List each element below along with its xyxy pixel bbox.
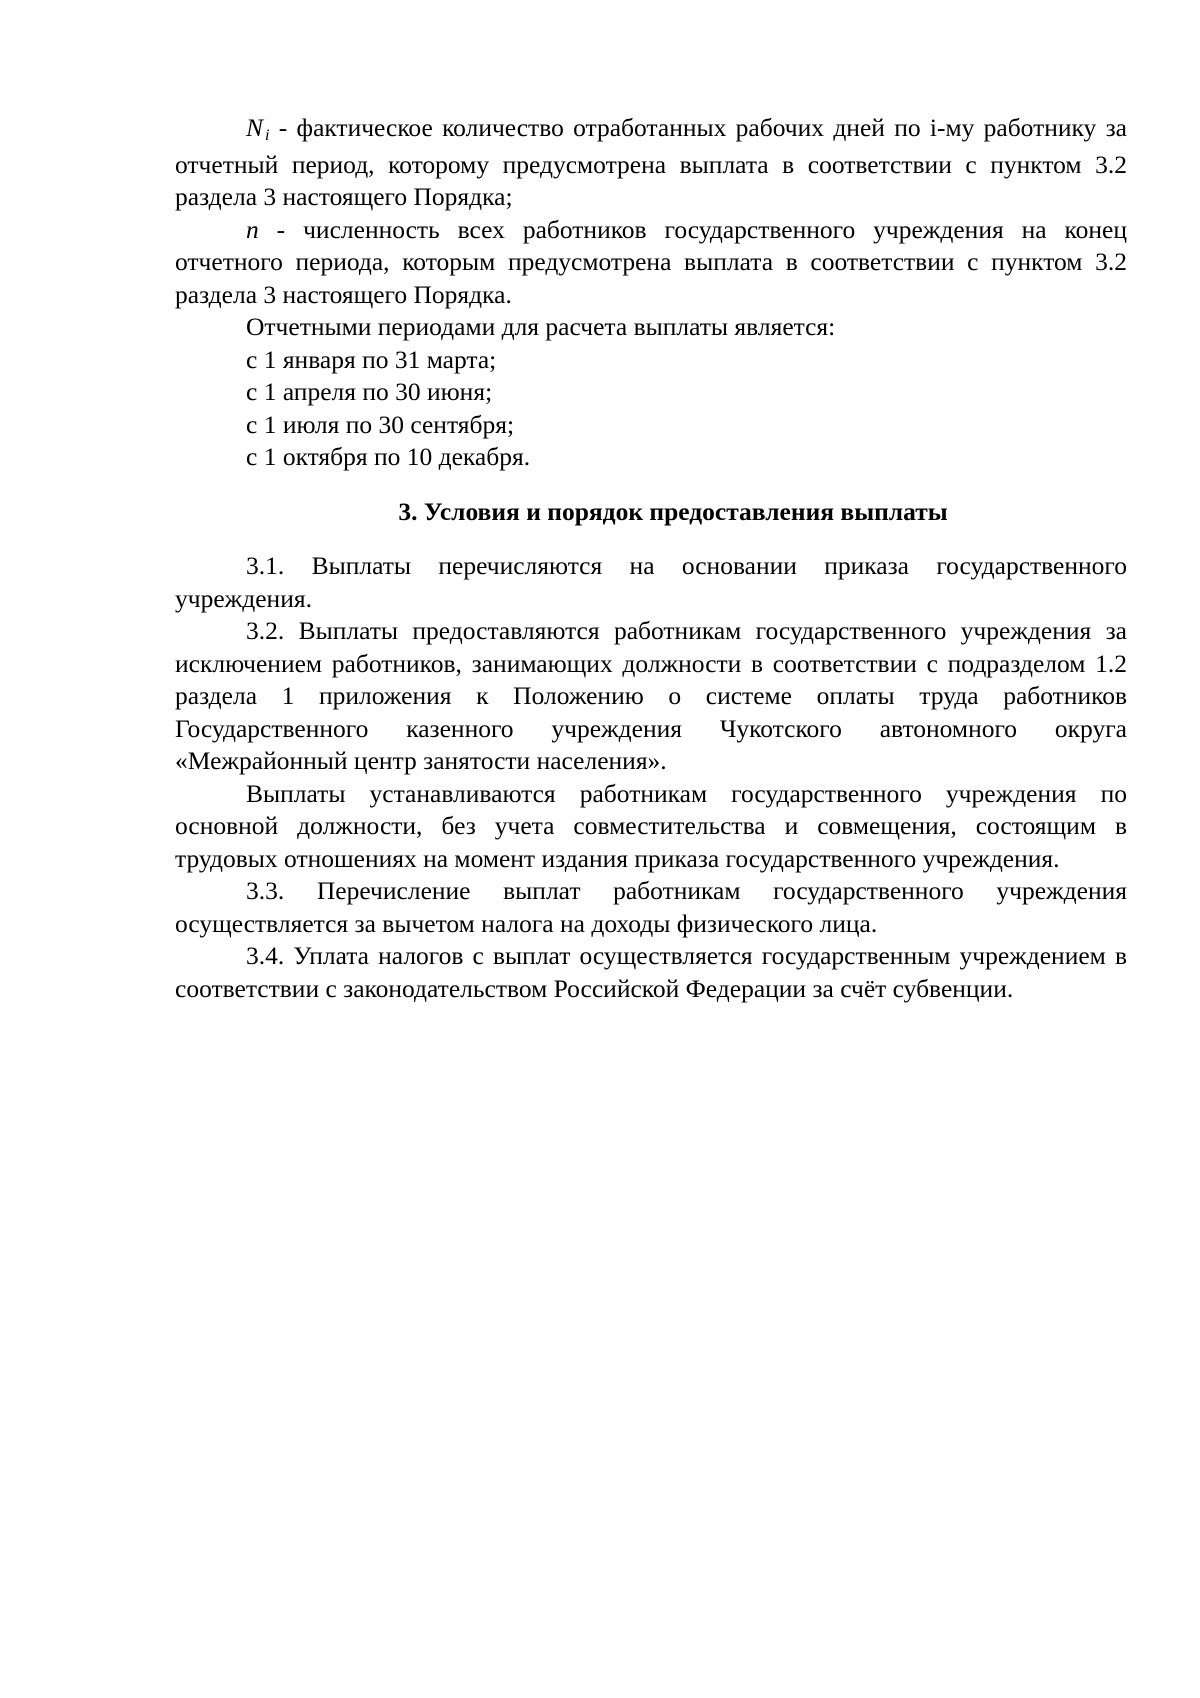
clause-3-4: 3.4. Уплата налогов с выплат осуществляется государственным учреждением в соответствии с законодательством Российской Федерации за счёт субвенции. — [175, 941, 1127, 1003]
period-item: с 1 апреля по 30 июня; — [246, 377, 493, 406]
period-item: с 1 июля по 30 сентября; — [246, 409, 515, 439]
clause-3-2: 3.2. Выплаты предоставляются работникам государственного учреждения за исключением работников, занимающих должности в соответствии с подразделом 1.2 раздела 1 приложения к Положению о системе оплаты труда работников Государственного казенного учреждения Чукотского автономного округа «Межрайонный центр занятости населения». — [175, 616, 1127, 775]
clause-3-2-continued: Выплаты устанавливаются работникам государственного учреждения по основной должности, без учета совместительства и совмещения, состоящим в трудовых отношениях на момент издания приказа государственного учреждения. — [175, 778, 1127, 873]
period-item: с 1 января по 31 марта; — [246, 344, 497, 374]
n-definition-text: - численность всех работников государственного учреждения на конец отчетного периода, которым предусмотрена выплата в соответствии с пунктом 3.2 раздела 3 настоящего Порядка. — [175, 214, 1127, 309]
definition-ni — [175, 112, 1127, 214]
clause-3-3: 3.3. Перечисление выплат работникам государственного учреждения осуществляется за вычетом налога на доходы физического лица. — [175, 876, 1127, 938]
ni-subscript: i — [265, 127, 270, 144]
document-page — [175, 112, 1127, 1005]
periods-intro: Отчетными периодами для расчета выплаты является: — [246, 312, 836, 341]
definition-n — [175, 214, 1127, 312]
section-heading: 3. Условия и порядок предоставления выплаты — [398, 496, 948, 526]
clause-3-1: 3.1. Выплаты перечисляются на основании приказа государственного учреждения. — [175, 551, 1127, 613]
ni-definition-text: - фактическое количество отработанных рабочих дней по i-му работнику за отчетный период, которому предусмотрена выплата в соответствии с пунктом 3.2 раздела 3 настоящего Порядка; — [175, 113, 1127, 211]
period-item: с 1 октября по 10 декабря. — [246, 442, 531, 471]
n-symbol: n — [246, 214, 259, 244]
ni-symbol: N — [246, 113, 264, 142]
